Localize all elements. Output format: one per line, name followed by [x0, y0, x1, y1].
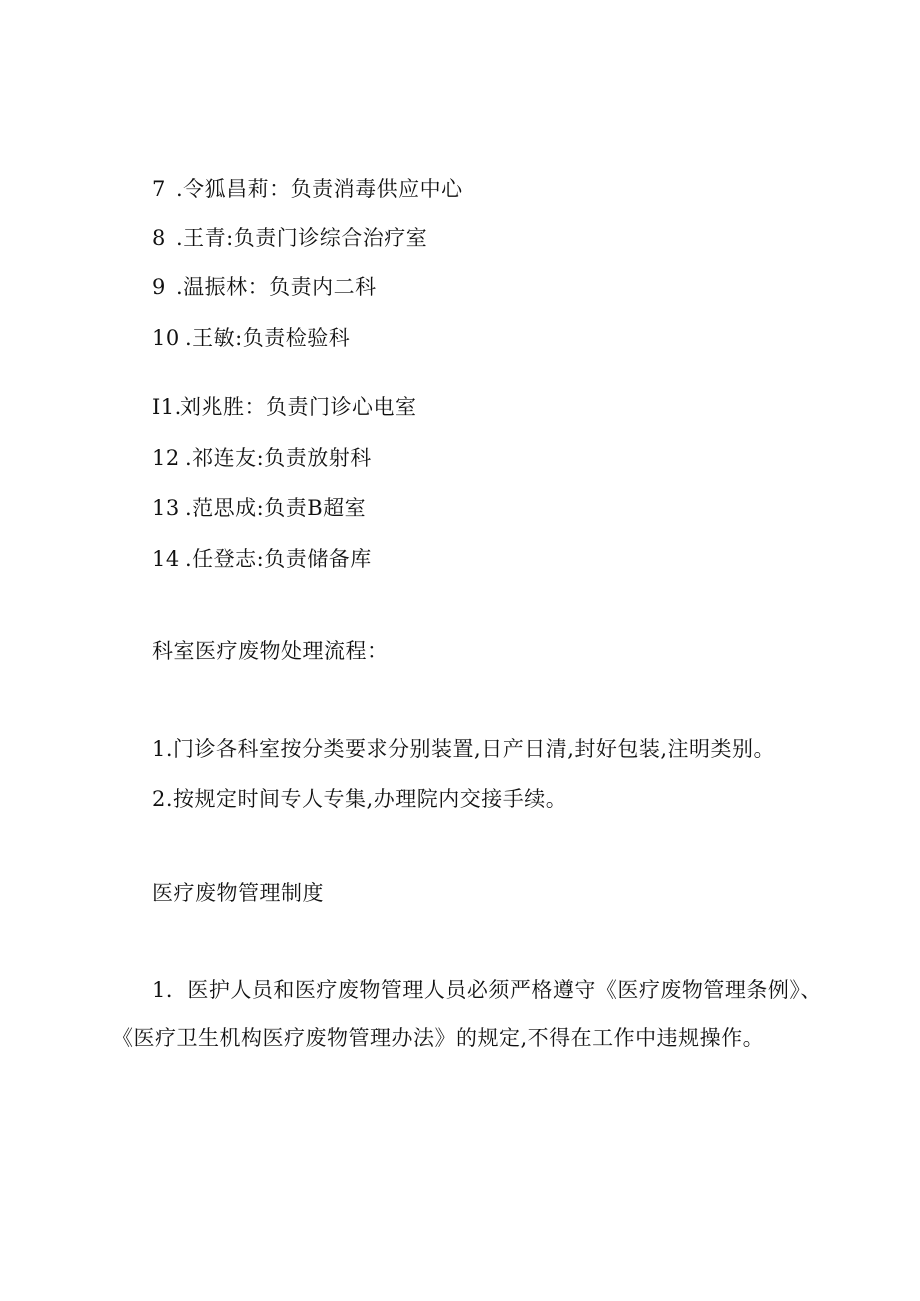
- staff-item: [152, 175, 463, 203]
- staff-item: [152, 273, 377, 301]
- staff-item: [152, 393, 417, 421]
- staff-item-number: 10: [152, 326, 180, 350]
- staff-item-text: 刘兆胜：负责门诊心电室: [180, 395, 417, 419]
- staff-item-text: .范思成:负责B超室: [185, 496, 367, 520]
- staff-item-number: 7: [152, 177, 166, 201]
- system-item-line: 《医疗卫生机构医疗废物管理办法》的规定,不得在工作中违规操作。: [112, 1026, 765, 1050]
- staff-item-text: .令狐昌莉：负责消毒供应中心: [176, 177, 463, 201]
- system-item-line: 1．医护人员和医疗废物管理人员必须严格遵守《医疗废物管理条例》、: [152, 978, 822, 1002]
- system-heading: 医疗废物管理制度: [152, 881, 324, 905]
- staff-item-text: .祁连友:负责放射科: [185, 446, 372, 470]
- staff-item-text: .温振林：负责内二科: [176, 275, 377, 299]
- process-step: 1.门诊各科室按分类要求分别装置,日产日清,封好包装,注明类别。: [152, 737, 776, 761]
- process-step: 2.按规定时间专人专集,办理院内交接手续。: [152, 787, 568, 811]
- process-heading: 科室医疗废物处理流程：: [152, 639, 389, 663]
- staff-item: [152, 494, 366, 522]
- staff-item: [152, 224, 427, 252]
- staff-item-number: I1.: [152, 395, 182, 419]
- staff-item-text: .王青:负责门诊综合治疗室: [176, 226, 428, 250]
- staff-item-number: 12: [152, 446, 180, 470]
- staff-item-number: 14: [152, 547, 180, 571]
- staff-item: [152, 324, 350, 352]
- staff-item: [152, 444, 372, 472]
- staff-item-number: 13: [152, 496, 180, 520]
- staff-item-number: 8: [152, 226, 166, 250]
- staff-item-text: .王敏:负责检验科: [185, 326, 351, 350]
- staff-item-number: 9: [152, 275, 166, 299]
- staff-item-text: .任登志:负责储备库: [185, 547, 372, 571]
- staff-item: [152, 545, 372, 573]
